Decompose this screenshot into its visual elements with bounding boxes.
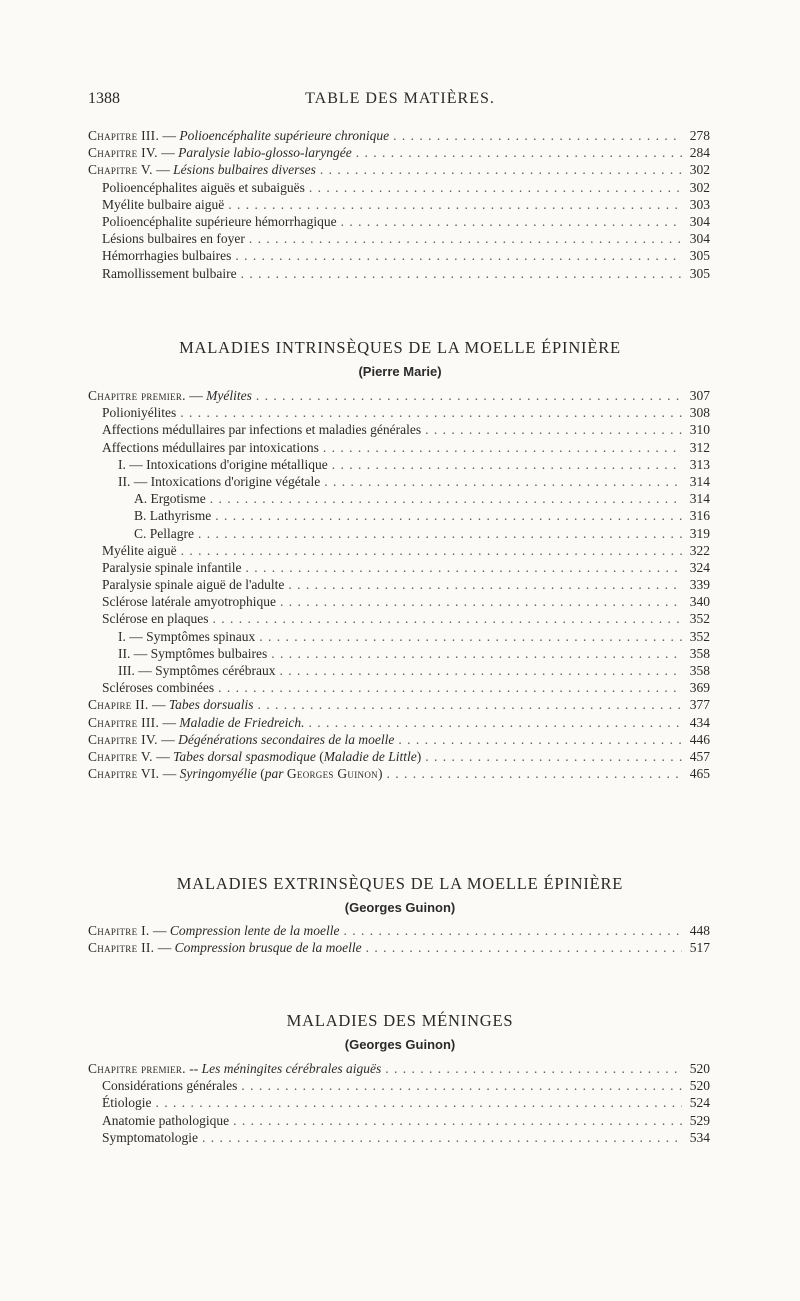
- page-ref: 358: [689, 663, 710, 678]
- toc-block-1: [88, 127, 710, 282]
- toc-entry: A. Ergotisme . . . 314: [88, 490, 710, 507]
- page-ref: 308: [689, 405, 710, 421]
- toc-entry: Symptomatologie . . . 534: [88, 1129, 710, 1146]
- page-ref: 520: [689, 1061, 710, 1076]
- page-ref: 322: [689, 542, 710, 558]
- page-ref: 434: [689, 714, 710, 730]
- page-ref: 314: [689, 473, 710, 489]
- section-title: MALADIES INTRINSÈQUES DE LA MOELLE ÉPINIÈRE: [179, 338, 621, 357]
- toc-block-2: [88, 387, 710, 782]
- toc-entry: Lésions bulbaires en foyer . . . 304: [88, 230, 710, 247]
- page-ref: 517: [689, 940, 710, 956]
- toc-entry: C. Pellagre . . . 319: [88, 525, 710, 542]
- page-ref: 352: [689, 628, 710, 644]
- page-ref: 284: [689, 145, 710, 161]
- toc-entry: Chapitre premier. -- Les méningites cérébrales aiguës . . . 520: [88, 1060, 710, 1077]
- toc-entry: Hémorrhagies bulbaires . . . 305: [88, 247, 710, 264]
- toc-entry: Chapitre I. — Compression lente de la moelle . . . 448: [88, 922, 710, 939]
- toc-entry: Chapitre IV. — Paralysie labio-glosso-laryngée . . . 284: [88, 144, 710, 161]
- toc-entry: Chapitre V. — Lésions bulbaires diverses . . . 302: [88, 161, 710, 178]
- page-ref: 352: [689, 611, 710, 627]
- page-ref: 524: [689, 1095, 710, 1111]
- page-ref: 304: [689, 213, 710, 229]
- toc-entry: Chapitre IV. — Dégénérations secondaires de la moelle . . . 446: [88, 731, 710, 748]
- toc-entry: Chapire II. — Tabes dorsualis . . . 377: [88, 696, 710, 713]
- page-ref: 310: [689, 422, 710, 438]
- page-ref: 312: [689, 439, 710, 455]
- toc-entry: I. — Intoxications d'origine métallique . . . 313: [88, 456, 710, 473]
- page-ref: 520: [689, 1078, 710, 1094]
- page-ref: 313: [689, 456, 710, 472]
- page-ref: 305: [689, 265, 710, 281]
- toc-entry: II. — Intoxications d'origine végétale . . . 314: [88, 473, 710, 490]
- toc-entry: Étiologie . . . 524: [88, 1094, 710, 1111]
- section-author: (Georges Guinon): [344, 1037, 456, 1052]
- toc-entry: Polioniyélites . . . 308: [88, 404, 710, 421]
- page-ref: 302: [689, 179, 710, 195]
- page-ref: 303: [689, 196, 710, 212]
- page-ref: 307: [689, 388, 710, 403]
- toc-entry: Myélite aiguë . . . 322: [88, 542, 710, 559]
- page-ref: 316: [689, 508, 710, 524]
- toc-entry: Paralysie spinale aiguë de l'adulte . . . 339: [88, 576, 710, 593]
- page-ref: 305: [689, 248, 710, 264]
- toc-entry: Sclérose en plaques . . . 352: [88, 610, 710, 627]
- toc-entry: Affections médullaires par infections et maladies générales . . . 310: [88, 421, 710, 438]
- page-ref: 339: [689, 577, 710, 593]
- section-title: MALADIES DES MÉNINGES: [286, 1011, 514, 1030]
- toc-entry: Chapitre III. — Polioencéphalite supérieure chronique . . . 278: [88, 127, 710, 144]
- page-ref: 304: [689, 231, 710, 247]
- page-ref: 278: [689, 128, 710, 143]
- toc-entry: Anatomie pathologique . . . 529: [88, 1112, 710, 1129]
- toc-entry: Chapitre V. — Tabes dorsal spasmodique (Maladie de Little) . . . 457: [88, 748, 710, 765]
- page-ref: 529: [689, 1112, 710, 1128]
- toc-entry: Considérations générales . . . 520: [88, 1077, 710, 1094]
- page-ref: 340: [689, 594, 710, 610]
- toc-entry: Ramollissement bulbaire . . . 305: [88, 265, 710, 282]
- page-ref: 369: [689, 680, 710, 696]
- page-ref: 446: [689, 731, 710, 747]
- toc-entry: Scléroses combinées . . . 369: [88, 679, 710, 696]
- toc-block-3: [88, 922, 710, 956]
- toc-entry: B. Lathyrisme . . . 316: [88, 507, 710, 524]
- page-ref: 302: [689, 162, 710, 178]
- page-ref: 534: [689, 1129, 710, 1145]
- page-number: 1388: [88, 90, 120, 107]
- page-ref: 319: [689, 525, 710, 541]
- toc-entry: Chapitre II. — Compression brusque de la moelle . . . 517: [88, 939, 710, 956]
- section-author: (Georges Guinon): [344, 900, 456, 915]
- page-header: [88, 90, 712, 110]
- toc-entry: Polioencéphalite supérieure hémorrhagique . . . 304: [88, 213, 710, 230]
- toc-block-4: [88, 1060, 710, 1146]
- page-ref: 457: [689, 748, 710, 764]
- page-ref: 377: [689, 697, 710, 713]
- section-author: (Pierre Marie): [358, 364, 442, 379]
- toc-entry: Affections médullaires par intoxications . . . 312: [88, 439, 710, 456]
- toc-entry: I. — Symptômes spinaux . . . 352: [88, 628, 710, 645]
- page-ref: 448: [689, 923, 710, 938]
- page-ref: 324: [689, 559, 710, 575]
- page-title: TABLE DES MATIÈRES.: [305, 90, 495, 107]
- toc-entry: III. — Symptômes cérébraux . . . 358: [88, 662, 710, 679]
- page-ref: 358: [689, 645, 710, 661]
- toc-entry: Myélite bulbaire aiguë . . . 303: [88, 196, 710, 213]
- toc-entry: Chapitre III. — Maladie de Friedreich. . . . 434: [88, 714, 710, 731]
- section-title: MALADIES EXTRINSÈQUES DE LA MOELLE ÉPINIÈRE: [176, 874, 624, 893]
- toc-entry: Paralysie spinale infantile . . . 324: [88, 559, 710, 576]
- toc-entry: II. — Symptômes bulbaires . . . 358: [88, 645, 710, 662]
- page-ref: 314: [689, 491, 710, 507]
- toc-entry: Polioencéphalites aiguës et subaiguës . . . 302: [88, 179, 710, 196]
- toc-entry: Chapitre VI. — Syringomyélie (par Georges Guinon) . . . 465: [88, 765, 710, 782]
- toc-entry: Sclérose latérale amyotrophique . . . 340: [88, 593, 710, 610]
- page-ref: 465: [689, 766, 710, 782]
- toc-entry: Chapitre premier. — Myélites . . . 307: [88, 387, 710, 404]
